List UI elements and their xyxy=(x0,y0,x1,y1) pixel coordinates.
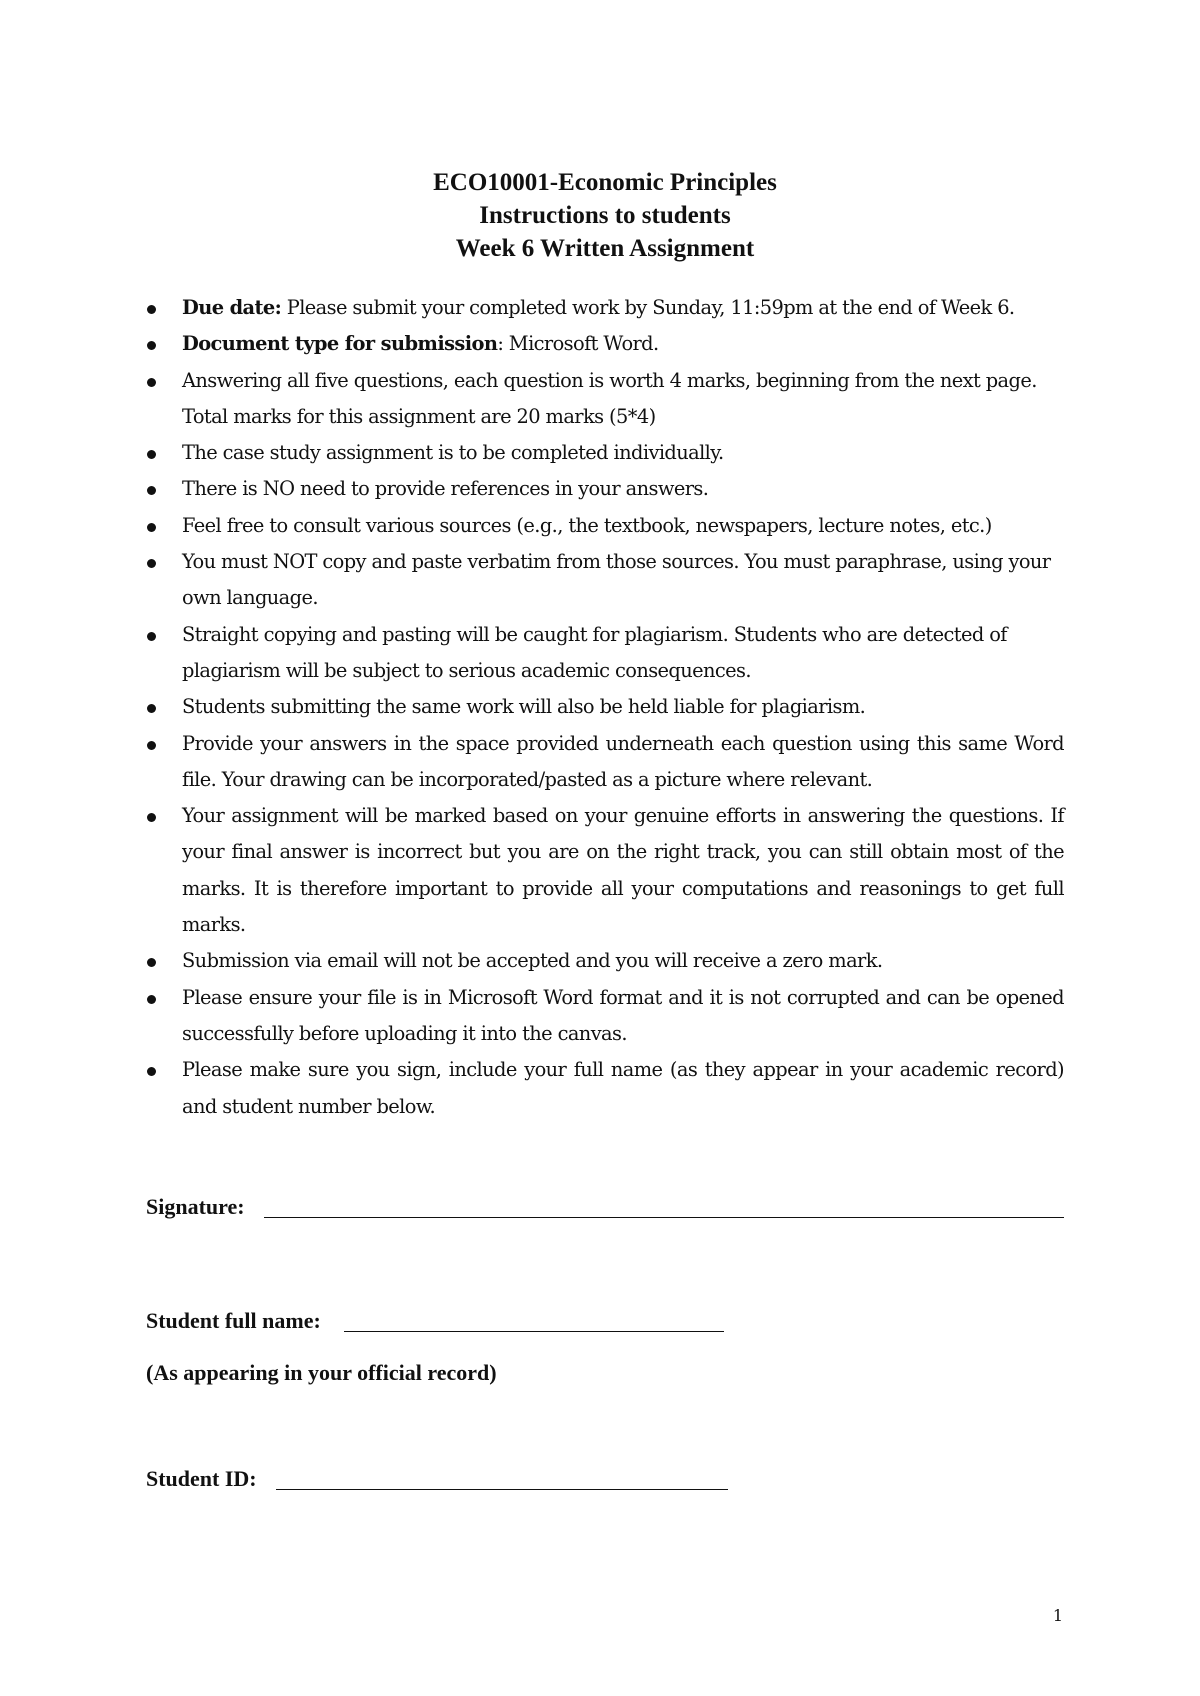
instruction-item xyxy=(138,544,1064,617)
instruction-text: Submission via email will not be accepted and you will receive a zero mark. xyxy=(182,949,883,973)
official-record-note-text: (As appearing in your official record) xyxy=(146,1360,497,1385)
instruction-text: You must NOT copy and paste verbatim from those sources. You must paraphrase, using your own language. xyxy=(182,550,1051,610)
instruction-item xyxy=(138,689,1064,725)
instructions-list xyxy=(138,290,1064,1125)
bullet-icon xyxy=(147,813,156,822)
instruction-text: There is NO need to provide references in your answers. xyxy=(182,477,709,501)
student-name-label: Student full name: xyxy=(146,1308,321,1333)
instruction-text: Students submitting the same work will also be held liable for plagiarism. xyxy=(182,695,866,719)
instruction-text: Please make sure you sign, include your full name (as they appear in your academic record) and student number below. xyxy=(182,1058,1064,1118)
assignment-title: Week 6 Written Assignment xyxy=(455,235,755,262)
instruction-item xyxy=(138,363,1064,436)
instructions-heading: Instructions to students xyxy=(479,202,731,229)
instruction-text: Please ensure your file is in Microsoft Word format and it is not corrupted and can be opened successfully before uploading it into the canvas. xyxy=(182,985,1064,1045)
signature-line[interactable] xyxy=(264,1217,704,1218)
student-id-field xyxy=(146,1464,257,1494)
student-name-line[interactable] xyxy=(344,1331,724,1332)
instruction-item xyxy=(138,726,1064,799)
instruction-text: Provide your answers in the space provided underneath each question using this same Word file. Your drawing can be incorporated/pasted as a picture where relevant. xyxy=(182,731,1064,791)
bullet-icon xyxy=(147,958,156,967)
instruction-item xyxy=(138,471,1064,507)
instruction-item xyxy=(138,1052,1064,1125)
student-name-field xyxy=(146,1306,321,1336)
instruction-item xyxy=(138,326,1064,362)
instruction-text: : Microsoft Word. xyxy=(497,332,659,356)
signature-field xyxy=(146,1192,245,1222)
instruction-text: The case study assignment is to be completed individually. xyxy=(182,441,724,465)
instruction-item xyxy=(138,508,1064,544)
bullet-icon xyxy=(147,305,156,314)
instruction-text: Your assignment will be marked based on your genuine efforts in answering the questions. If your final answer is incorrect but you are on the right track, you can still obtain most of the marks. It is therefore important to provide all your computations and reasonings to get full marks. xyxy=(182,804,1064,937)
instruction-text: Feel free to consult various sources (e.g., the textbook, newspapers, lecture notes, etc.) xyxy=(182,513,992,537)
instruction-item xyxy=(138,617,1064,690)
bullet-icon xyxy=(147,741,156,750)
instruction-text: Straight copying and pasting will be caught for plagiarism. Students who are detected of plagiarism will be subject to serious academic consequences. xyxy=(182,622,1007,682)
bullet-icon xyxy=(147,559,156,568)
bullet-icon xyxy=(147,1067,156,1076)
bullet-icon xyxy=(147,523,156,532)
bullet-icon xyxy=(147,378,156,387)
instruction-item xyxy=(138,798,1064,943)
bullet-icon xyxy=(147,995,156,1004)
instruction-bold: Due date: xyxy=(182,296,282,319)
course-title: ECO10001-Economic Principles xyxy=(433,169,777,196)
instruction-item xyxy=(138,435,1064,471)
bullet-icon xyxy=(147,486,156,495)
instruction-item xyxy=(138,980,1064,1053)
instruction-item xyxy=(138,943,1064,979)
instruction-bold: Document type for submission xyxy=(182,332,498,356)
bullet-icon xyxy=(147,704,156,713)
instruction-text: Please submit your completed work by Sunday, 11:59pm at the end of Week 6. xyxy=(281,296,1015,319)
bullet-icon xyxy=(147,632,156,641)
signature-label: Signature: xyxy=(146,1194,245,1219)
bullet-icon xyxy=(147,341,156,350)
page-number: 1 xyxy=(1052,1606,1064,1625)
official-record-note xyxy=(146,1358,497,1388)
signature-line-extension[interactable] xyxy=(704,1217,1064,1218)
title-block xyxy=(0,166,1200,265)
student-id-label: Student ID: xyxy=(146,1466,257,1491)
student-id-line[interactable] xyxy=(276,1489,728,1490)
instruction-item xyxy=(138,290,1064,326)
instruction-text: Answering all five questions, each question is worth 4 marks, beginning from the next page. Total marks for this assignment are 20 marks (5*4) xyxy=(182,368,1037,428)
bullet-icon xyxy=(147,450,156,459)
